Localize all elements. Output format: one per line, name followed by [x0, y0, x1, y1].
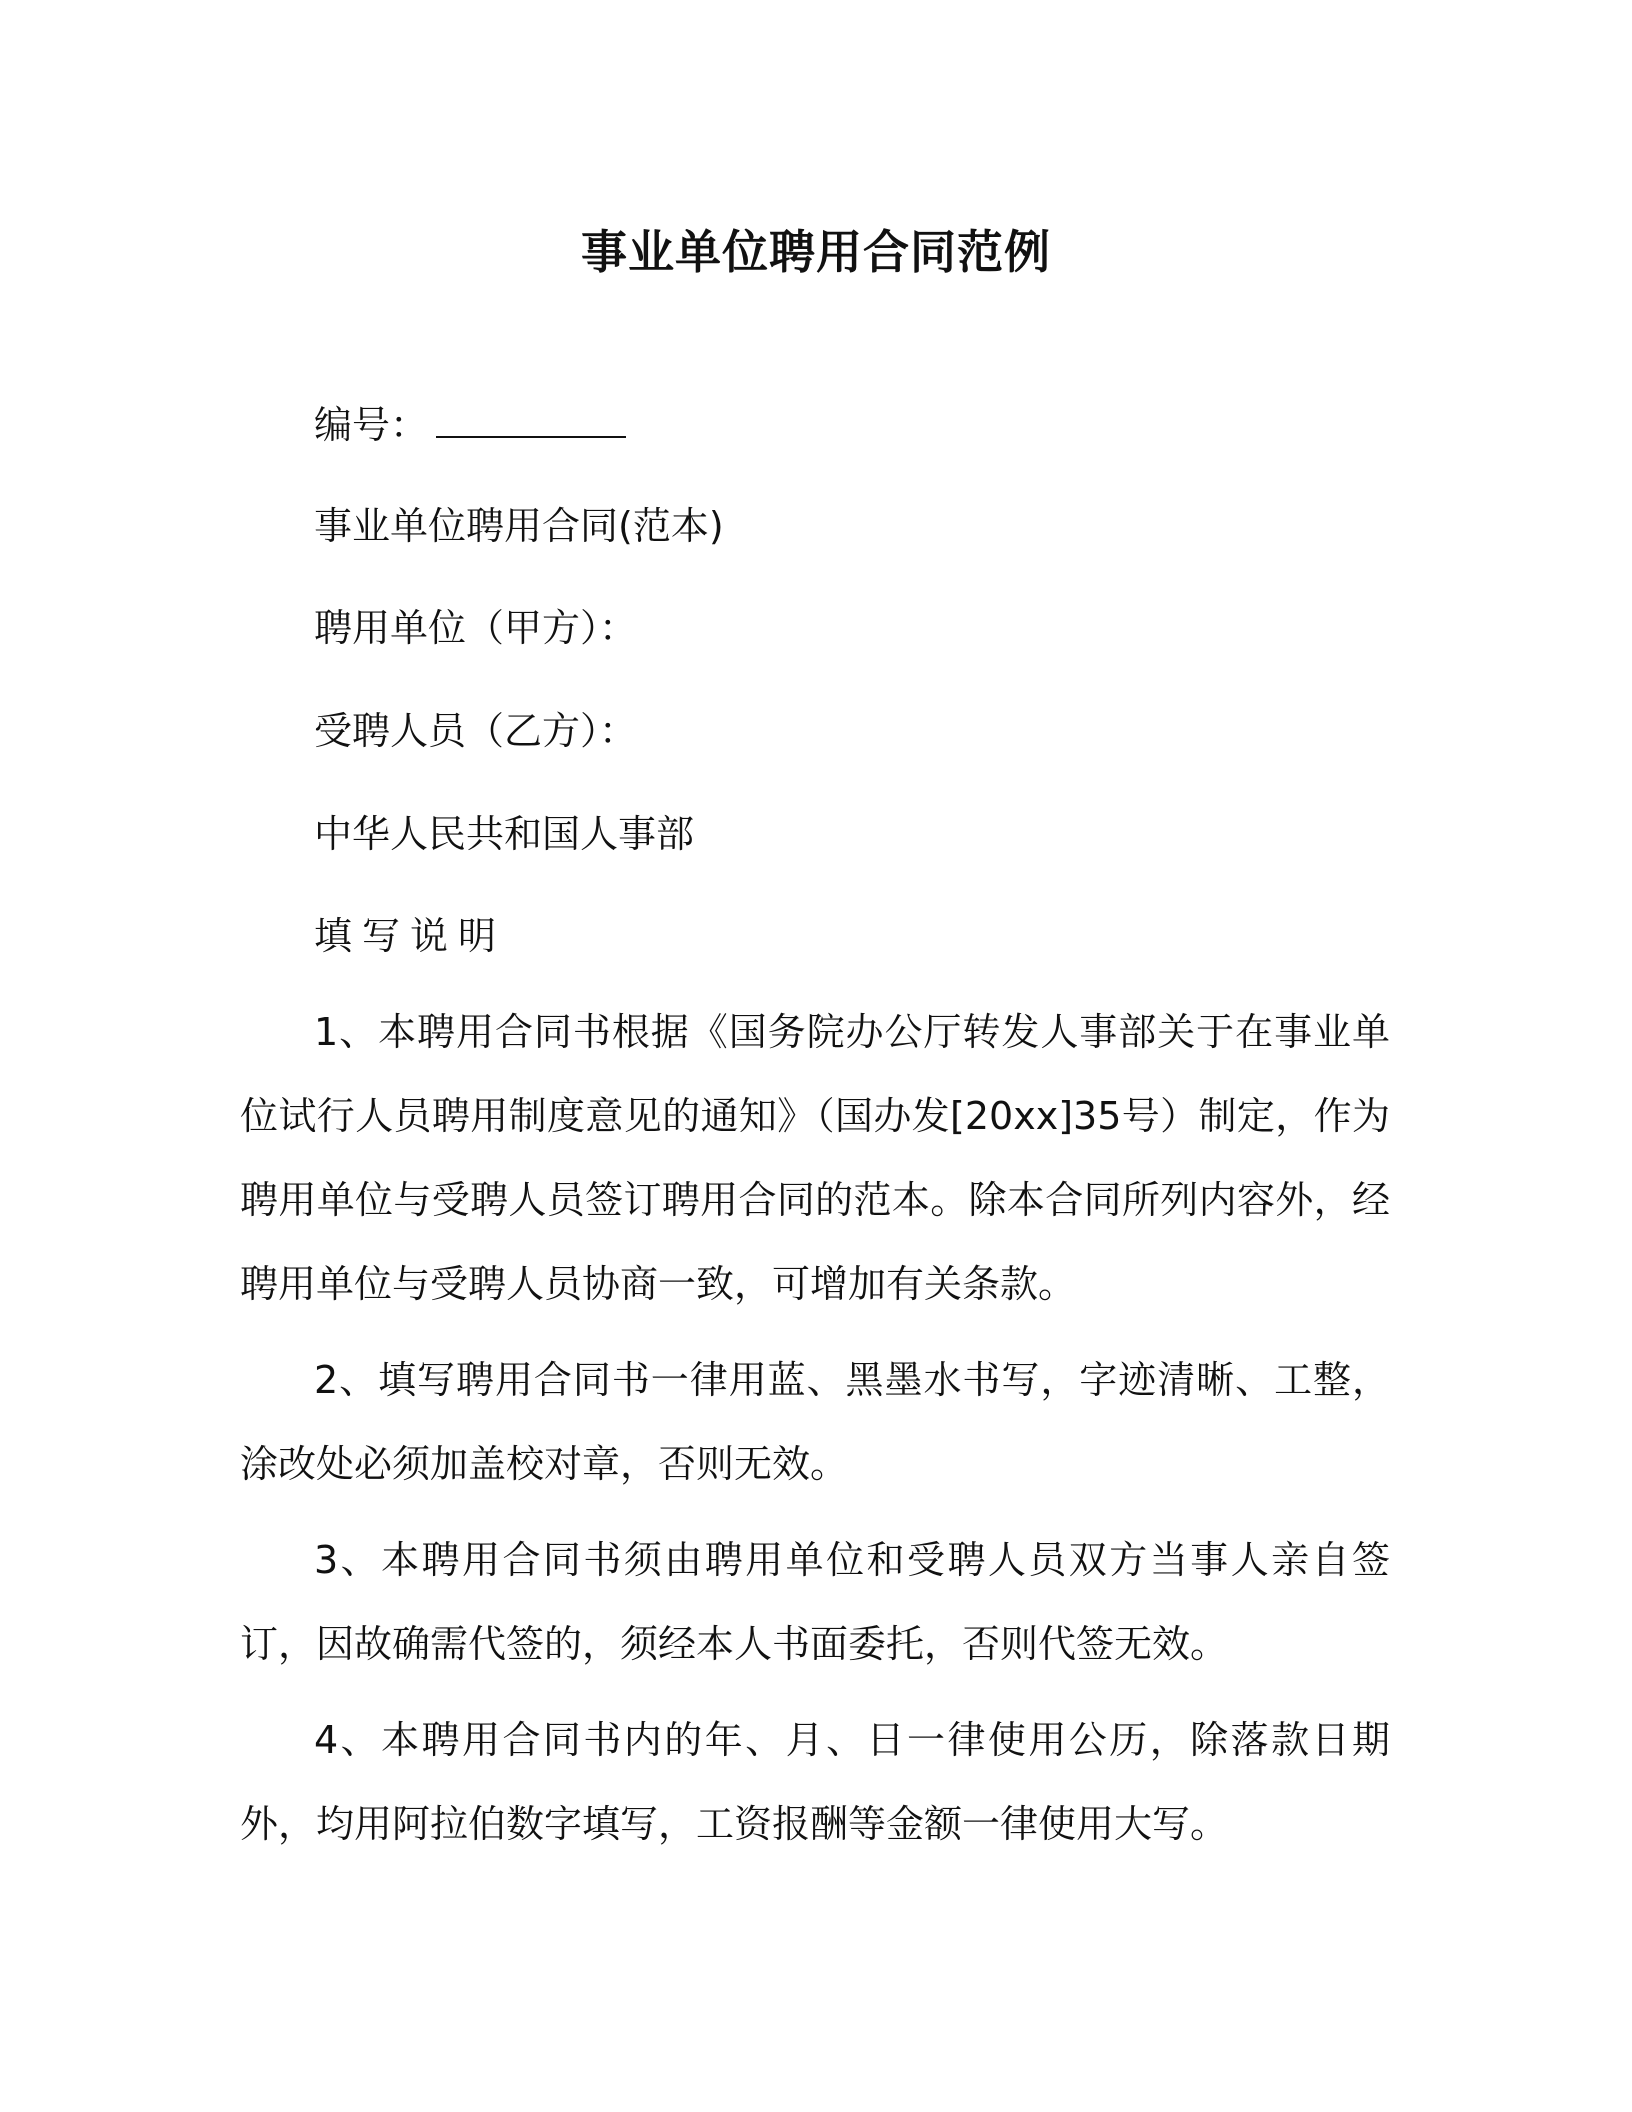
instruction-paragraph-3: 3、本聘用合同书须由聘用单位和受聘人员双方当事人亲自签订，因故确需代签的，须经本人书面委托，否则代签无效。	[240, 1538, 1390, 1666]
instructions-heading: 填写说明	[314, 914, 507, 958]
contract-sample-line: 事业单位聘用合同(范本)	[314, 504, 724, 548]
instruction-paragraph-2: 2、填写聘用合同书一律用蓝、黑墨水书写，字迹清晰、工整，涂改处必须加盖校对章，否则无效。	[240, 1358, 1390, 1486]
employee-field: 受聘人员（乙方）：	[314, 709, 638, 753]
issuer-line: 中华人民共和国人事部	[314, 812, 695, 856]
document-title: 事业单位聘用合同范例	[581, 225, 1051, 279]
instruction-paragraph-4: 4、本聘用合同书内的年、月、日一律使用公历，除落款日期外，均用阿拉伯数字填写，工资报酬等金额一律使用大写。	[240, 1718, 1390, 1846]
employer-field: 聘用单位（甲方）：	[314, 606, 638, 650]
number-blank-line	[436, 398, 626, 438]
number-field	[314, 398, 626, 451]
number-label: 编号：	[314, 403, 429, 447]
instruction-paragraph-1: 1、本聘用合同书根据《国务院办公厅转发人事部关于在事业单位试行人员聘用制度意见的通知》（国办发[20xx]35号）制定，作为聘用单位与受聘人员签订聘用合同的范本。除本合同所列内容外，经聘用单位与受聘人员协商一致，可增加有关条款。	[240, 1010, 1390, 1306]
